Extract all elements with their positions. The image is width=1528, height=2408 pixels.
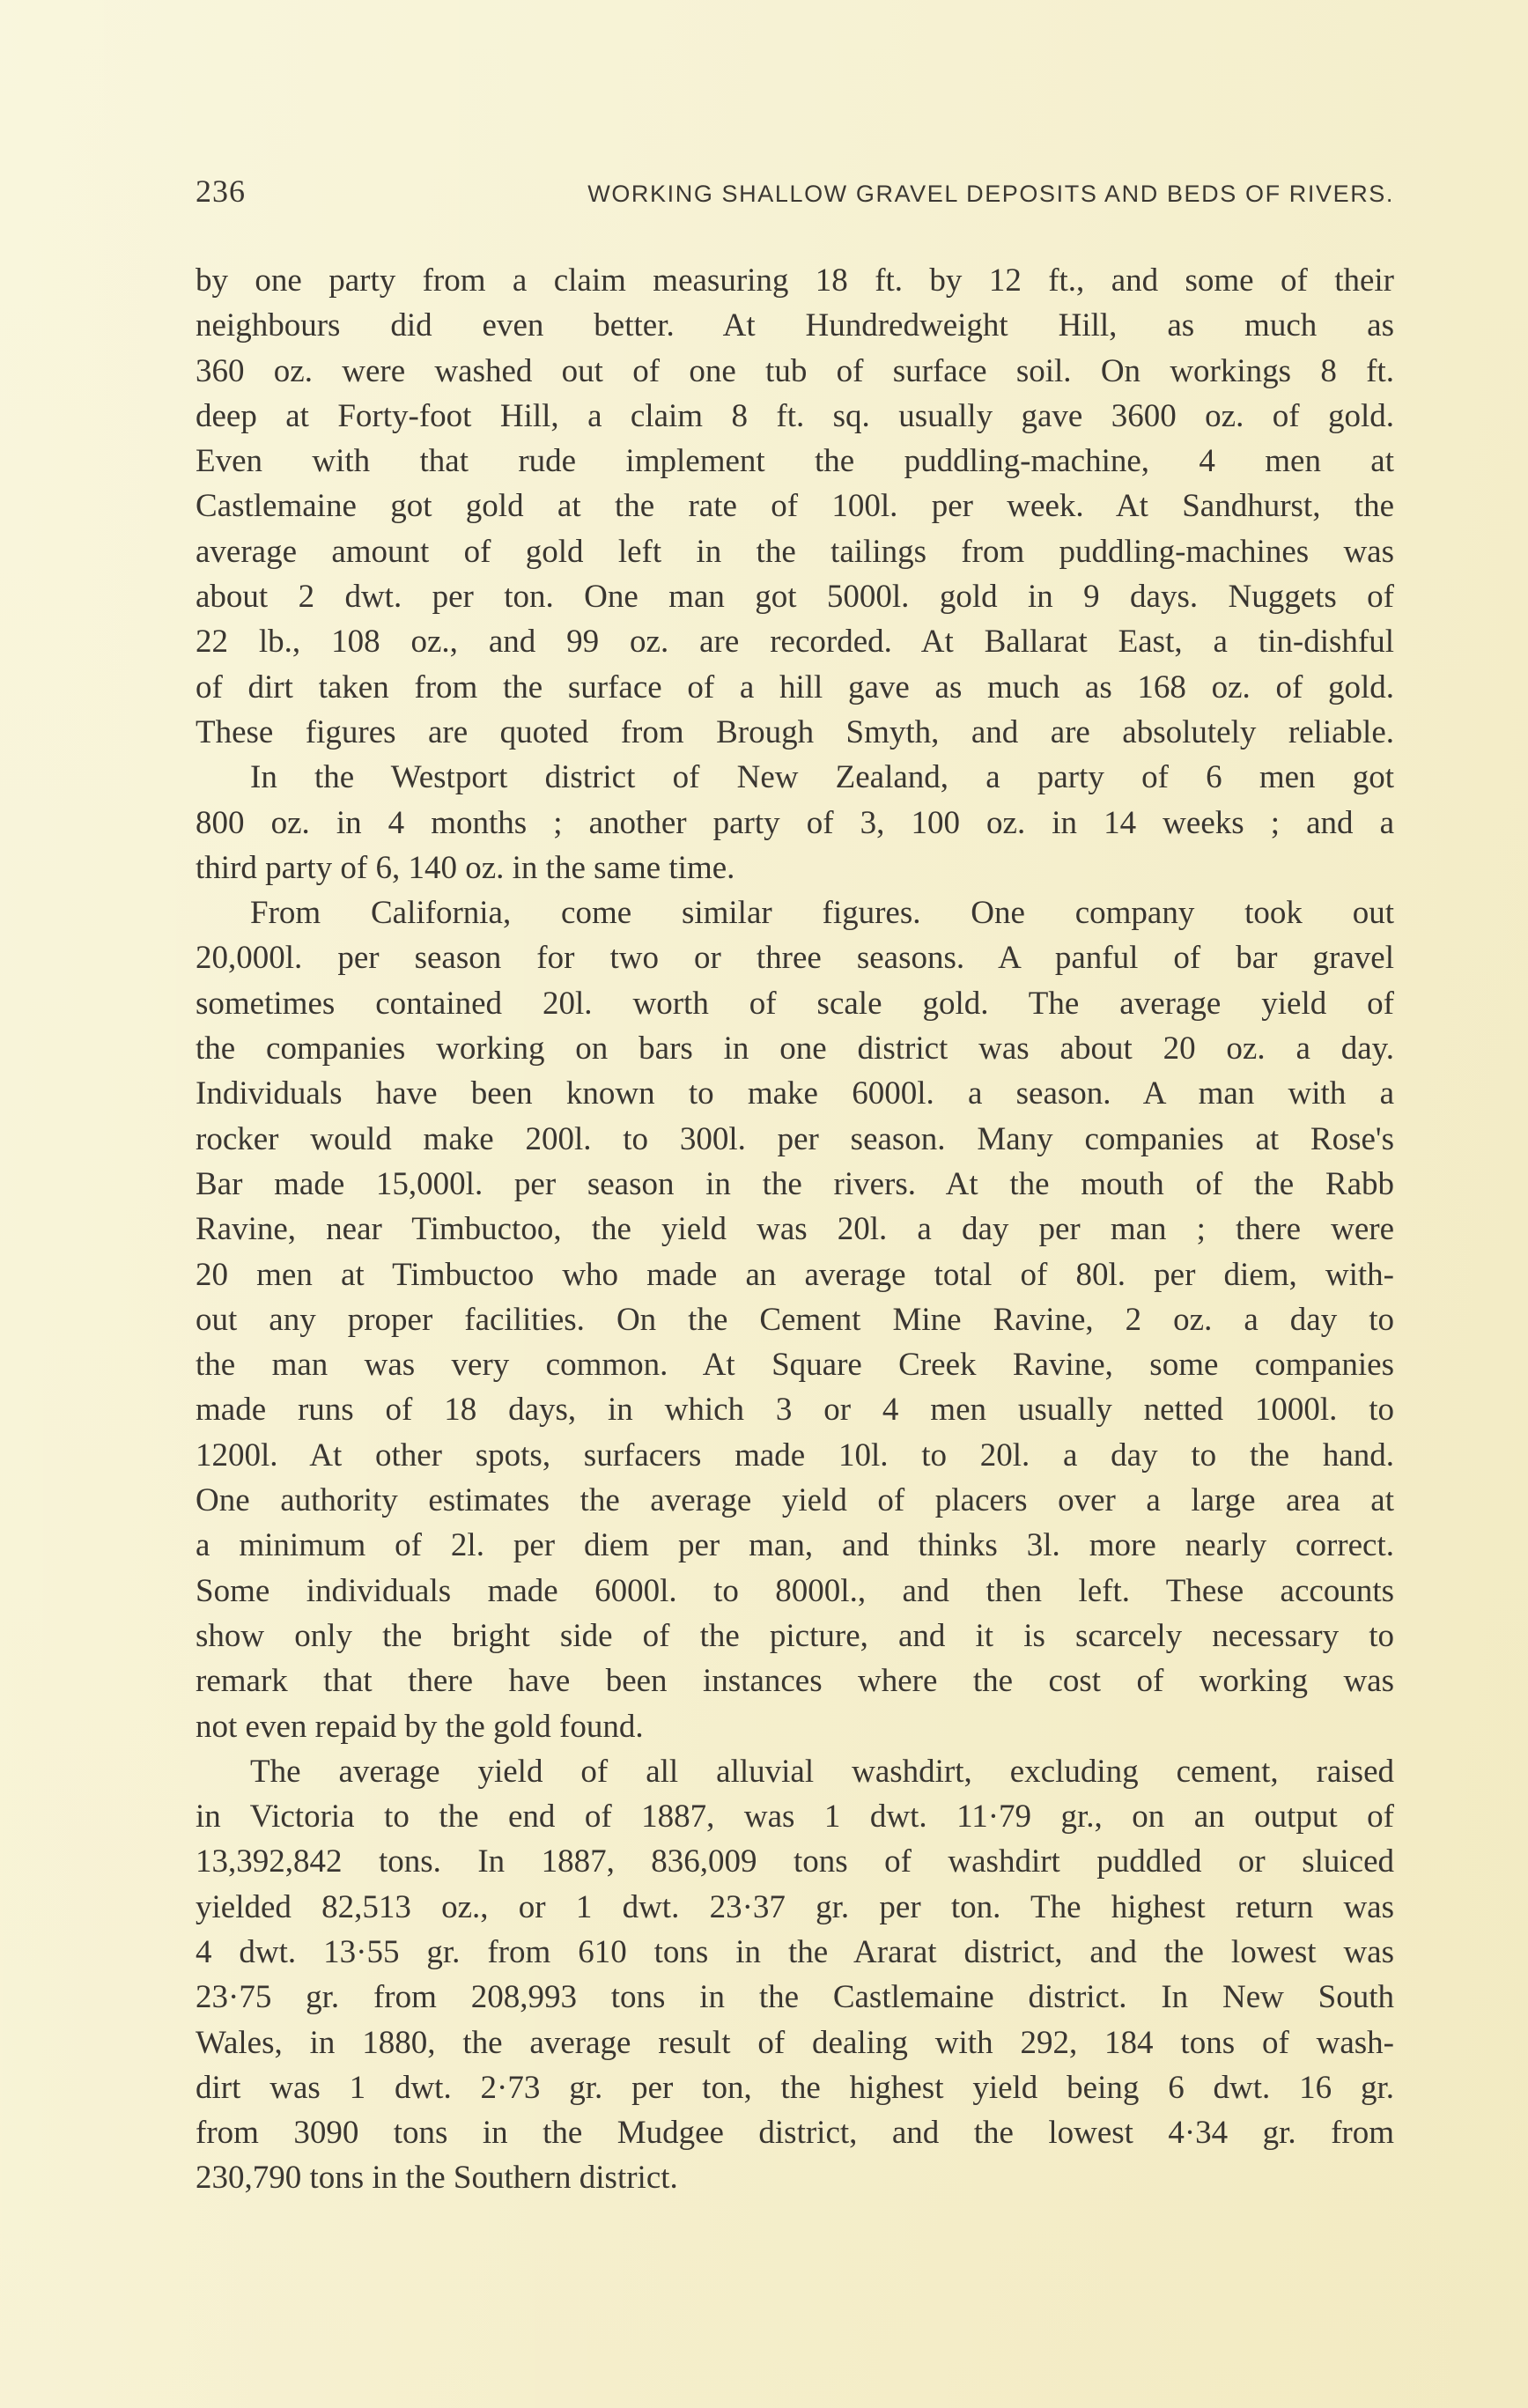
text-line: Even with that rude implement the puddling-machine, 4 men at bbox=[196, 443, 1394, 480]
text-line: made runs of 18 days, in which 3 or 4 men usually netted 1000l. to bbox=[196, 1392, 1394, 1429]
text-line: 1200l. At other spots, surfacers made 10l. to 20l. a day to the hand. bbox=[196, 1437, 1394, 1474]
text-line: 230,790 tons in the Southern district. bbox=[196, 2160, 678, 2197]
text-line: average amount of gold left in the tailings from puddling-machines was bbox=[196, 533, 1394, 570]
running-title: WORKING SHALLOW GRAVEL DEPOSITS AND BEDS OF RIVERS. bbox=[587, 181, 1394, 207]
text-line: neighbours did even better. At Hundredweight Hill, as much as bbox=[196, 307, 1394, 344]
text-line: show only the bright side of the picture, and it is scarcely necessary to bbox=[196, 1617, 1394, 1654]
running-header bbox=[196, 173, 1394, 210]
text-line: dirt was 1 dwt. 2·73 gr. per ton, the highest yield being 6 dwt. 16 gr. bbox=[196, 2069, 1394, 2106]
body-text bbox=[196, 258, 1394, 2201]
text-line: 20 men at Timbuctoo who made an average total of 80l. per diem, with- bbox=[196, 1256, 1394, 1293]
text-line: Individuals have been known to make 6000l. a season. A man with a bbox=[196, 1075, 1394, 1112]
text-line: in Victoria to the end of 1887, was 1 dwt. 11·79 gr., on an output of bbox=[196, 1799, 1394, 1836]
text-line: of dirt taken from the surface of a hill gave as much as 168 oz. of gold. bbox=[196, 668, 1394, 705]
text-line: about 2 dwt. per ton. One man got 5000l. gold in 9 days. Nuggets of bbox=[196, 579, 1394, 616]
text-line: From California, come similar figures. One company took out bbox=[250, 895, 1394, 932]
page-number: 236 bbox=[196, 174, 246, 209]
text-line: 4 dwt. 13·55 gr. from 610 tons in the Ararat district, and the lowest was bbox=[196, 1933, 1394, 1970]
text-line: third party of 6, 140 oz. in the same time. bbox=[196, 849, 735, 886]
text-line: not even repaid by the gold found. bbox=[196, 1708, 644, 1745]
text-line: Castlemaine got gold at the rate of 100l. per week. At Sandhurst, the bbox=[196, 488, 1394, 525]
text-line: from 3090 tons in the Mudgee district, and the lowest 4·34 gr. from bbox=[196, 2115, 1394, 2152]
text-line: remark that there have been instances where the cost of working was bbox=[196, 1663, 1394, 1700]
text-line: 360 oz. were washed out of one tub of surface soil. On workings 8 ft. bbox=[196, 352, 1394, 389]
text-line: Bar made 15,000l. per season in the rivers. At the mouth of the Rabb bbox=[196, 1165, 1394, 1202]
text-line: out any proper facilities. On the Cement Mine Ravine, 2 oz. a day to bbox=[196, 1301, 1394, 1338]
text-line: Some individuals made 6000l. to 8000l., and then left. These accounts bbox=[196, 1572, 1394, 1609]
text-line: Wales, in 1880, the average result of dealing with 292, 184 tons of wash- bbox=[196, 2024, 1394, 2061]
text-line: 23·75 gr. from 208,993 tons in the Castlemaine district. In New South bbox=[196, 1979, 1394, 2016]
text-line: rocker would make 200l. to 300l. per season. Many companies at Rose's bbox=[196, 1120, 1394, 1157]
text-line: the companies working on bars in one district was about 20 oz. a day. bbox=[196, 1030, 1394, 1067]
text-line: These figures are quoted from Brough Smyth, and are absolutely reliable. bbox=[196, 713, 1394, 750]
text-line: One authority estimates the average yield of placers over a large area at bbox=[196, 1482, 1394, 1519]
text-line: 800 oz. in 4 months ; another party of 3, 100 oz. in 14 weeks ; and a bbox=[196, 804, 1394, 841]
text-line: Ravine, near Timbuctoo, the yield was 20l. a day per man ; there were bbox=[196, 1211, 1394, 1248]
text-line: The average yield of all alluvial washdirt, excluding cement, raised bbox=[250, 1753, 1394, 1790]
text-line: by one party from a claim measuring 18 ft. by 12 ft., and some of their bbox=[196, 262, 1394, 299]
text-line: sometimes contained 20l. worth of scale gold. The average yield of bbox=[196, 985, 1394, 1022]
text-line: a minimum of 2l. per diem per man, and thinks 3l. more nearly correct. bbox=[196, 1527, 1394, 1564]
text-line: 20,000l. per season for two or three seasons. A panful of bar gravel bbox=[196, 940, 1394, 977]
text-line: the man was very common. At Square Creek Ravine, some companies bbox=[196, 1347, 1394, 1384]
text-line: yielded 82,513 oz., or 1 dwt. 23·37 gr. per ton. The highest return was bbox=[196, 1888, 1394, 1925]
text-line: 13,392,842 tons. In 1887, 836,009 tons of washdirt puddled or sluiced bbox=[196, 1843, 1394, 1880]
text-line: 22 lb., 108 oz., and 99 oz. are recorded. At Ballarat East, a tin-dishful bbox=[196, 624, 1394, 661]
text-line: deep at Forty-foot Hill, a claim 8 ft. sq. usually gave 3600 oz. of gold. bbox=[196, 397, 1394, 434]
text-line: In the Westport district of New Zealand, a party of 6 men got bbox=[250, 759, 1394, 796]
